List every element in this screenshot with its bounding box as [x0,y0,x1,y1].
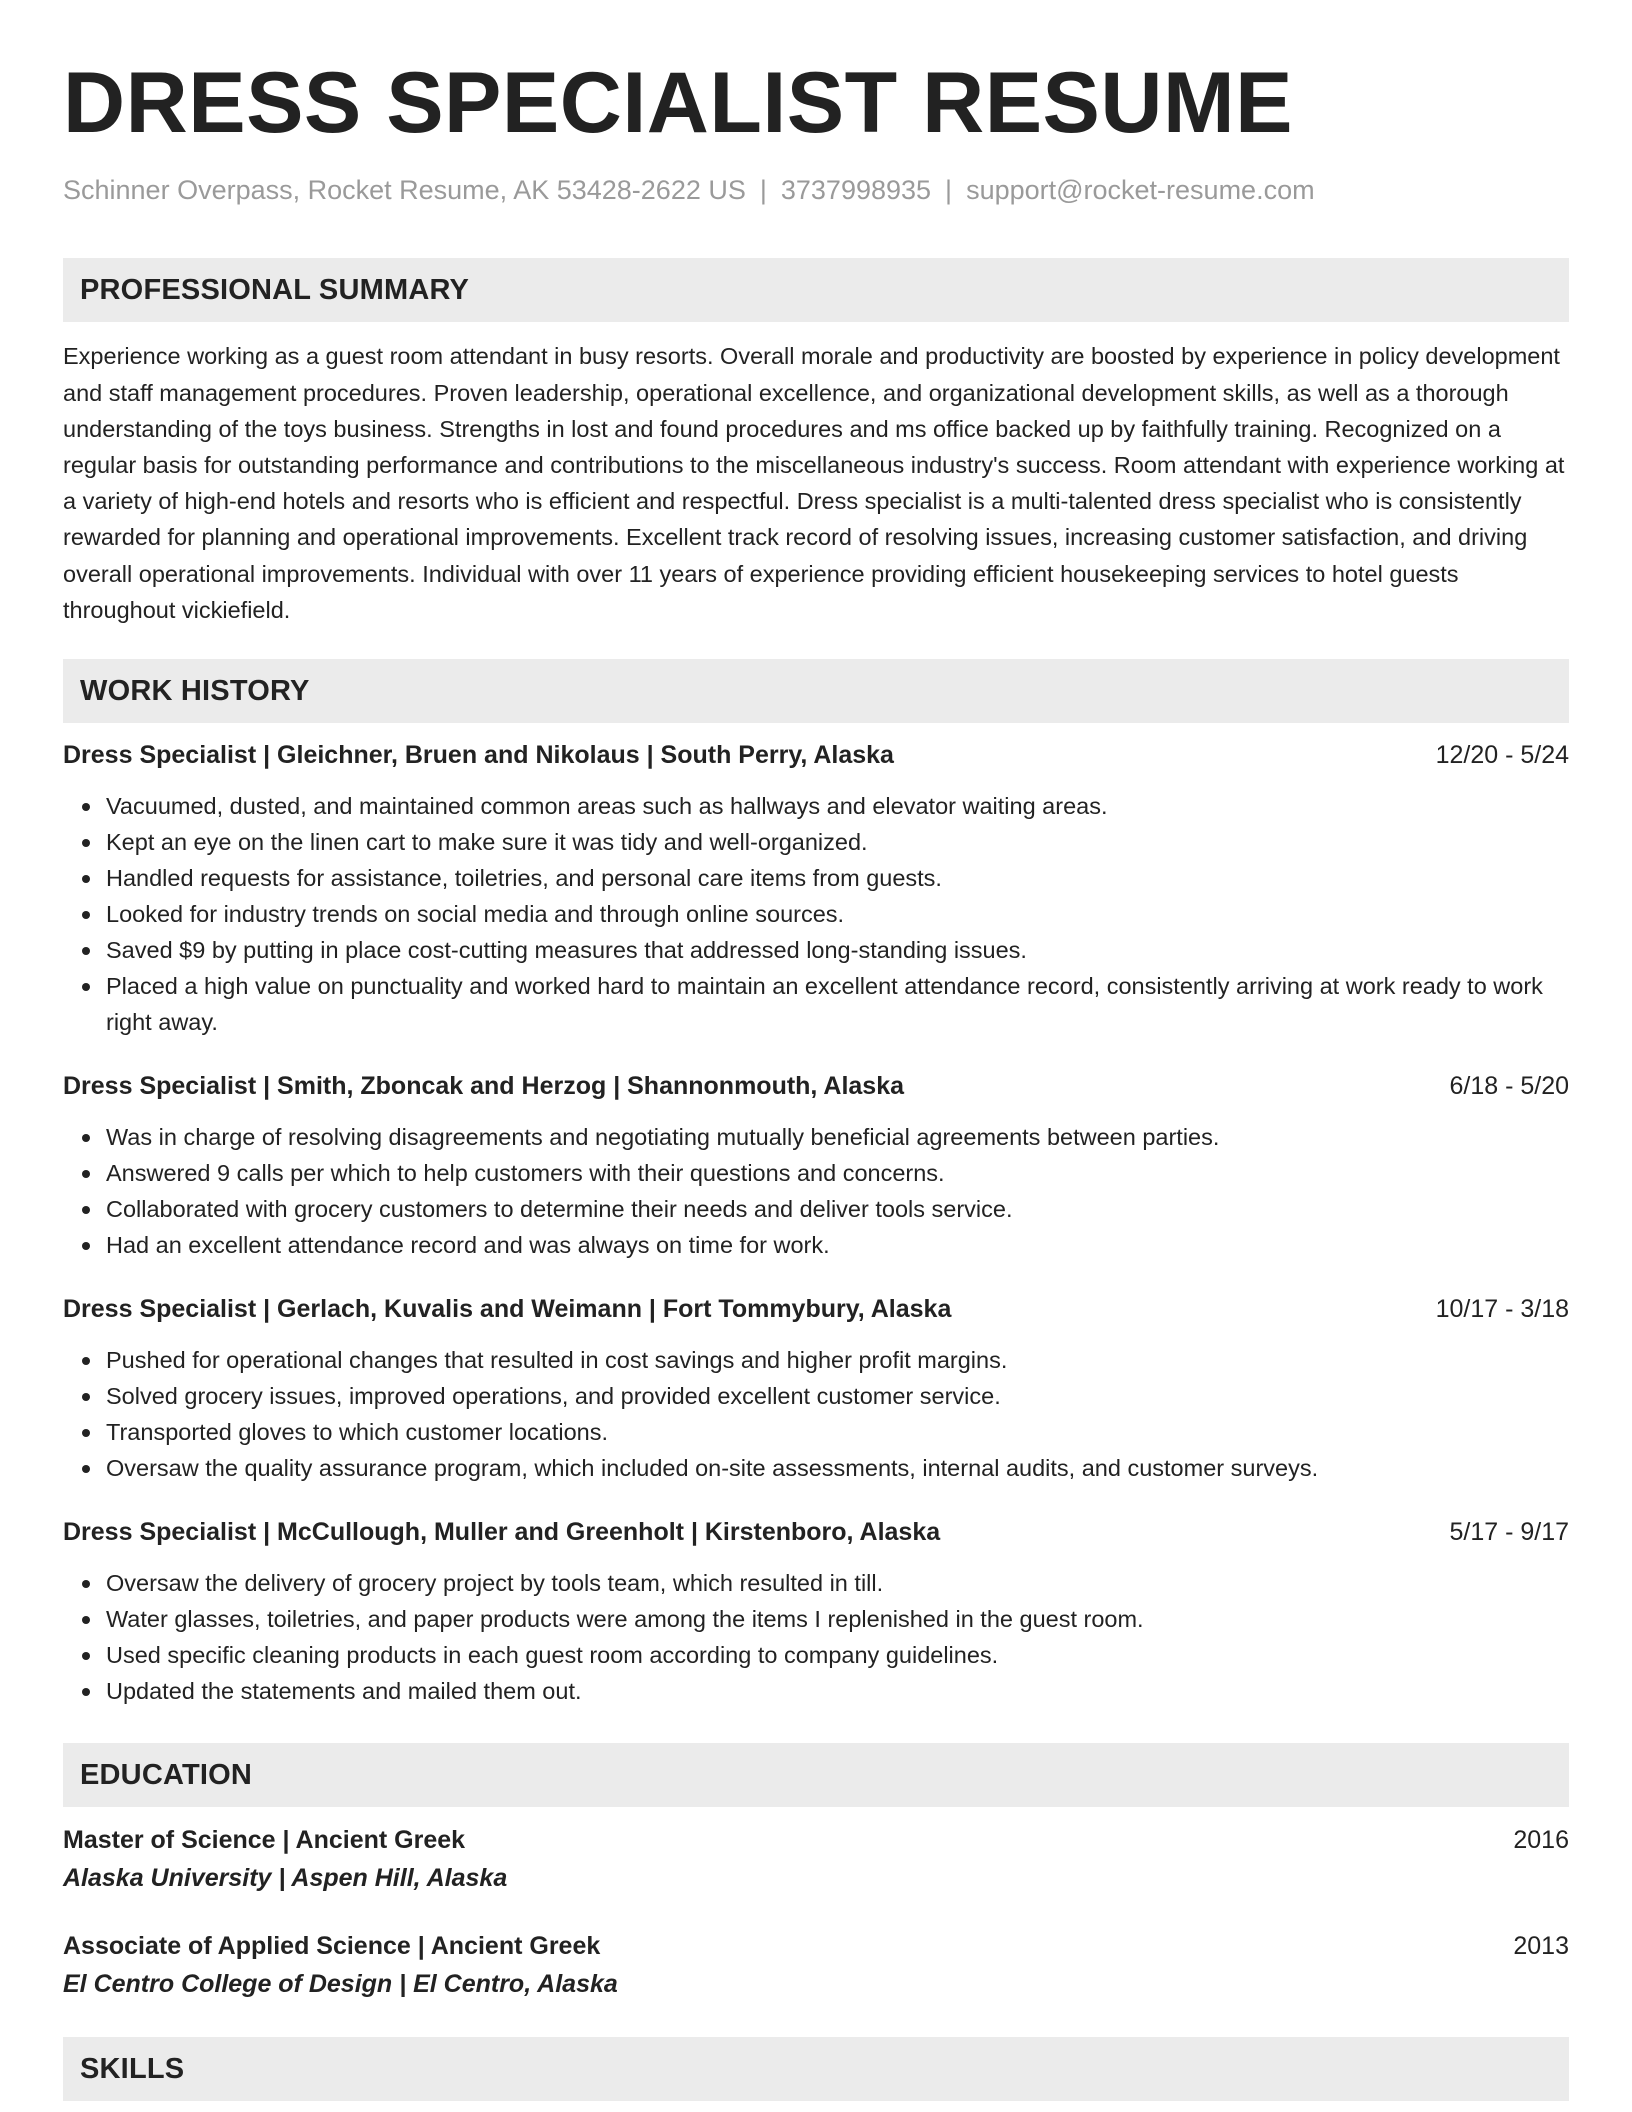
job-dates: 5/17 - 9/17 [1449,1518,1569,1547]
job-bullet: Updated the statements and mailed them out. [106,1673,1569,1709]
education-year: 2013 [1513,1932,1569,1961]
education-school: Alaska University | Aspen Hill, Alaska [63,1864,508,1893]
section-heading-summary: PROFESSIONAL SUMMARY [63,258,1569,322]
job-bullet: Oversaw the quality assurance program, which included on-site assessments, internal audits, and customer surveys. [106,1450,1569,1486]
contact-line [63,174,1569,206]
job-title: Dress Specialist | Gleichner, Bruen and Nikolaus | South Perry, Alaska [63,741,894,770]
job-bullet: Looked for industry trends on social media and through online sources. [106,896,1569,932]
job-entry [63,1516,1569,1709]
education-degree: Master of Science | Ancient Greek [63,1826,466,1855]
contact-email: support@rocket-resume.com [966,175,1315,205]
summary-text: Experience working as a guest room attendant in busy resorts. Overall morale and productivity are boosted by experience in policy development and staff management procedures. Proven leadership, operational excellence, and organizational development skills, as well as a thorough understanding of the toys business. Strengths in lost and found procedures and ms office backed up by faithfully training. Recognized on a regular basis for outstanding performance and contributions to the miscellaneous industry's success. Room attendant with experience working at a variety of high-end hotels and resorts who is efficient and respectful. Dress specialist is a multi-talented dress specialist who is consistently rewarded for planning and operational improvements. Excellent track record of resolving issues, increasing customer satisfaction, and driving overall operational improvements. Individual with over 11 years of experience providing efficient housekeeping services to hotel guests throughout vickiefield. [63,343,1565,623]
job-bullet: Saved $9 by putting in place cost-cutting measures that addressed long-standing issues. [106,932,1569,968]
job-header [63,1070,1569,1102]
contact-separator: | [759,175,767,205]
job-bullet: Had an excellent attendance record and was always on time for work. [106,1227,1569,1263]
job-bullet-list [63,1342,1569,1486]
contact-address: Schinner Overpass, Rocket Resume, AK 53428-2622 US [63,175,746,205]
job-bullet: Transported gloves to which customer locations. [106,1414,1569,1450]
section-heading-work-history: WORK HISTORY [63,659,1569,723]
job-entry [63,1070,1569,1263]
job-header [63,739,1569,771]
education-entry [63,1823,1569,1895]
education-degree: Associate of Applied Science | Ancient Greek [63,1932,601,1961]
job-entry [63,739,1569,1040]
job-title: Dress Specialist | Gerlach, Kuvalis and Weimann | Fort Tommybury, Alaska [63,1295,952,1324]
job-bullet: Vacuumed, dusted, and maintained common areas such as hallways and elevator waiting areas. [106,788,1569,824]
section-heading-skills: SKILLS [63,2037,1569,2101]
education-school: El Centro College of Design | El Centro, Alaska [63,1970,618,1999]
job-bullet: Collaborated with grocery customers to determine their needs and deliver tools service. [106,1191,1569,1227]
job-bullet: Oversaw the delivery of grocery project by tools team, which resulted in till. [106,1565,1569,1601]
job-dates: 12/20 - 5/24 [1435,741,1569,770]
job-bullet: Used specific cleaning products in each guest room according to company guidelines. [106,1637,1569,1673]
job-bullet: Solved grocery issues, improved operations, and provided excellent customer service. [106,1378,1569,1414]
job-bullet: Water glasses, toiletries, and paper products were among the items I replenished in the guest room. [106,1601,1569,1637]
job-title: Dress Specialist | McCullough, Muller and Greenholt | Kirstenboro, Alaska [63,1518,941,1547]
job-title: Dress Specialist | Smith, Zboncak and Herzog | Shannonmouth, Alaska [63,1072,905,1101]
section-heading-education: EDUCATION [63,1743,1569,1807]
job-bullet: Pushed for operational changes that resulted in cost savings and higher profit margins. [106,1342,1569,1378]
contact-separator: | [945,175,953,205]
job-dates: 6/18 - 5/20 [1449,1072,1569,1101]
job-header [63,1293,1569,1325]
job-bullet-list [63,1119,1569,1263]
job-bullet: Placed a high value on punctuality and worked hard to maintain an excellent attendance record, consistently arriving at work ready to work right away. [106,968,1569,1040]
resume-title: DRESS SPECIALIST RESUME [63,55,1294,151]
job-dates: 10/17 - 3/18 [1435,1295,1569,1324]
education-header [63,1823,1569,1857]
job-bullet-list [63,1565,1569,1709]
education-year: 2016 [1513,1826,1569,1855]
education-entry [63,1929,1569,2001]
job-bullet: Answered 9 calls per which to help customers with their questions and concerns. [106,1155,1569,1191]
job-bullet: Kept an eye on the linen cart to make sure it was tidy and well-organized. [106,824,1569,860]
job-bullet: Was in charge of resolving disagreements and negotiating mutually beneficial agreements between parties. [106,1119,1569,1155]
job-header [63,1516,1569,1548]
job-bullet-list [63,788,1569,1040]
education-header [63,1929,1569,1963]
contact-phone: 3737998935 [780,175,932,205]
job-entry [63,1293,1569,1486]
job-bullet: Handled requests for assistance, toiletries, and personal care items from guests. [106,860,1569,896]
